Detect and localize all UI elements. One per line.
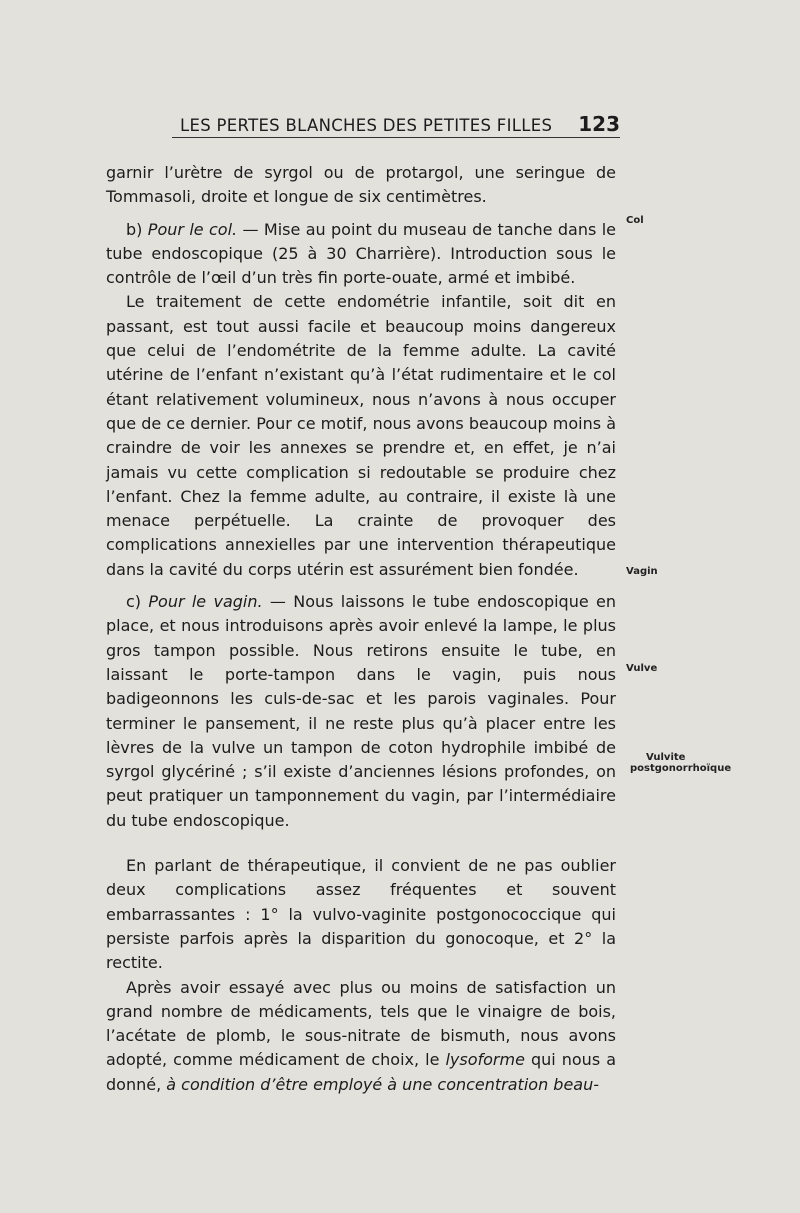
paragraph-vagin-text: — Nous laissons le tube endoscopique en place, et nous introduisons après avoir enlevé la lampe, le plus gros tampon possible. Nous retirons ensuite le tube, en laissant le porte-tampon dans le vagin, puis nous badigeonnons les culs-de-sac et les parois vaginales. Pour terminer le pansement, il ne reste plus qu’à placer entre les lèvres de la vulve un tampon de coton hydrophile imbibé de syrgol glycériné ; s’il existe d’anciennes lésions profondes, on peut pratiquer un tamponnement du vagin, par l’intermédiaire du tube endoscopique. [106,592,617,830]
page-number: 123 [578,112,620,136]
paragraph-complications: En parlant de thérapeutique, il convient de ne pas oublier deux complications assez fréquentes et souvent embarrassantes : 1° la vulvo-vaginite postgonococcique qui persiste parfois après la disparition du gonocoque, et 2° la rectite. [106,856,616,973]
margin-note-vulve: Vulve [626,663,658,674]
margin-note-vagin: Vagin [626,566,658,577]
paragraph-continuation: garnir l’urètre de syrgol ou de protargol, une seringue de Tommasoli, droite et longue de six centimètres. [106,163,616,207]
paragraph-lysoforme-text-2: qui nous a donné, [106,1050,616,1094]
paragraph-col-text: — Mise au point du museau de tanche dans le tube endoscopique (25 à 30 Charrière). Introduction sous le contrôle de l’œil d’un très fin porte-ouate, armé et imbibé. [106,219,616,288]
paragraph-vagin [106,590,616,833]
section-heading-col: Pour le col. [147,219,238,239]
margin-note-vulvite-line1: Vulvite [646,752,686,763]
margin-note-col: Col [626,215,644,226]
running-header [172,112,620,142]
paragraph-col [106,218,616,291]
paragraph-lysoforme [106,976,616,1097]
section-label-c: c) [126,592,142,612]
running-title: LES PERTES BLANCHES DES PETITES FILLES [180,116,553,135]
paragraph-lysoforme-text: Après avoir essayé avec plus ou moins de satisfaction un grand nombre de médicaments, tels que le vinaigre de bois, l’acétate de plomb, le sous-nitrate de bismuth, nous avons adopté, comme médicament de choix, le [106,977,616,1070]
paragraph-endometrie: Le traitement de cette endométrie infantile, soit dit en passant, est tout aussi facile et beaucoup moins dangereux que celui de l’endométrite de la femme adulte. La cavité utérine de l’enfant n’existant qu’à l’état rudimentaire et le col étant relativement volumineux, nous n’avons à nous occuper que de ce dernier. Pour ce motif, nous avons beaucoup moins à craindre de voir les annexes se prendre et, en effet, je n’ai jamais vu cette complication si redoutable se produire chez l’enfant. Chez la femme adulte, au contraire, il existe là une menace perpétuelle. La crainte de provoquer des complications annexielles par une intervention thérapeutique dans la cavité du corps utérin est assurément bien fondée. [106,292,616,579]
body-text [106,161,616,1097]
condition-phrase: à condition d’être employé à une concentration beau- [166,1074,600,1094]
header-rule [172,137,620,138]
lysoforme-term: lysoforme [445,1050,525,1070]
section-heading-vagin: Pour le vagin. [148,592,263,612]
margin-note-vulvite-line2: postgonorrhoïque [630,763,732,774]
margin-note-vulvite [630,752,731,774]
section-label-b: b) [126,219,143,239]
